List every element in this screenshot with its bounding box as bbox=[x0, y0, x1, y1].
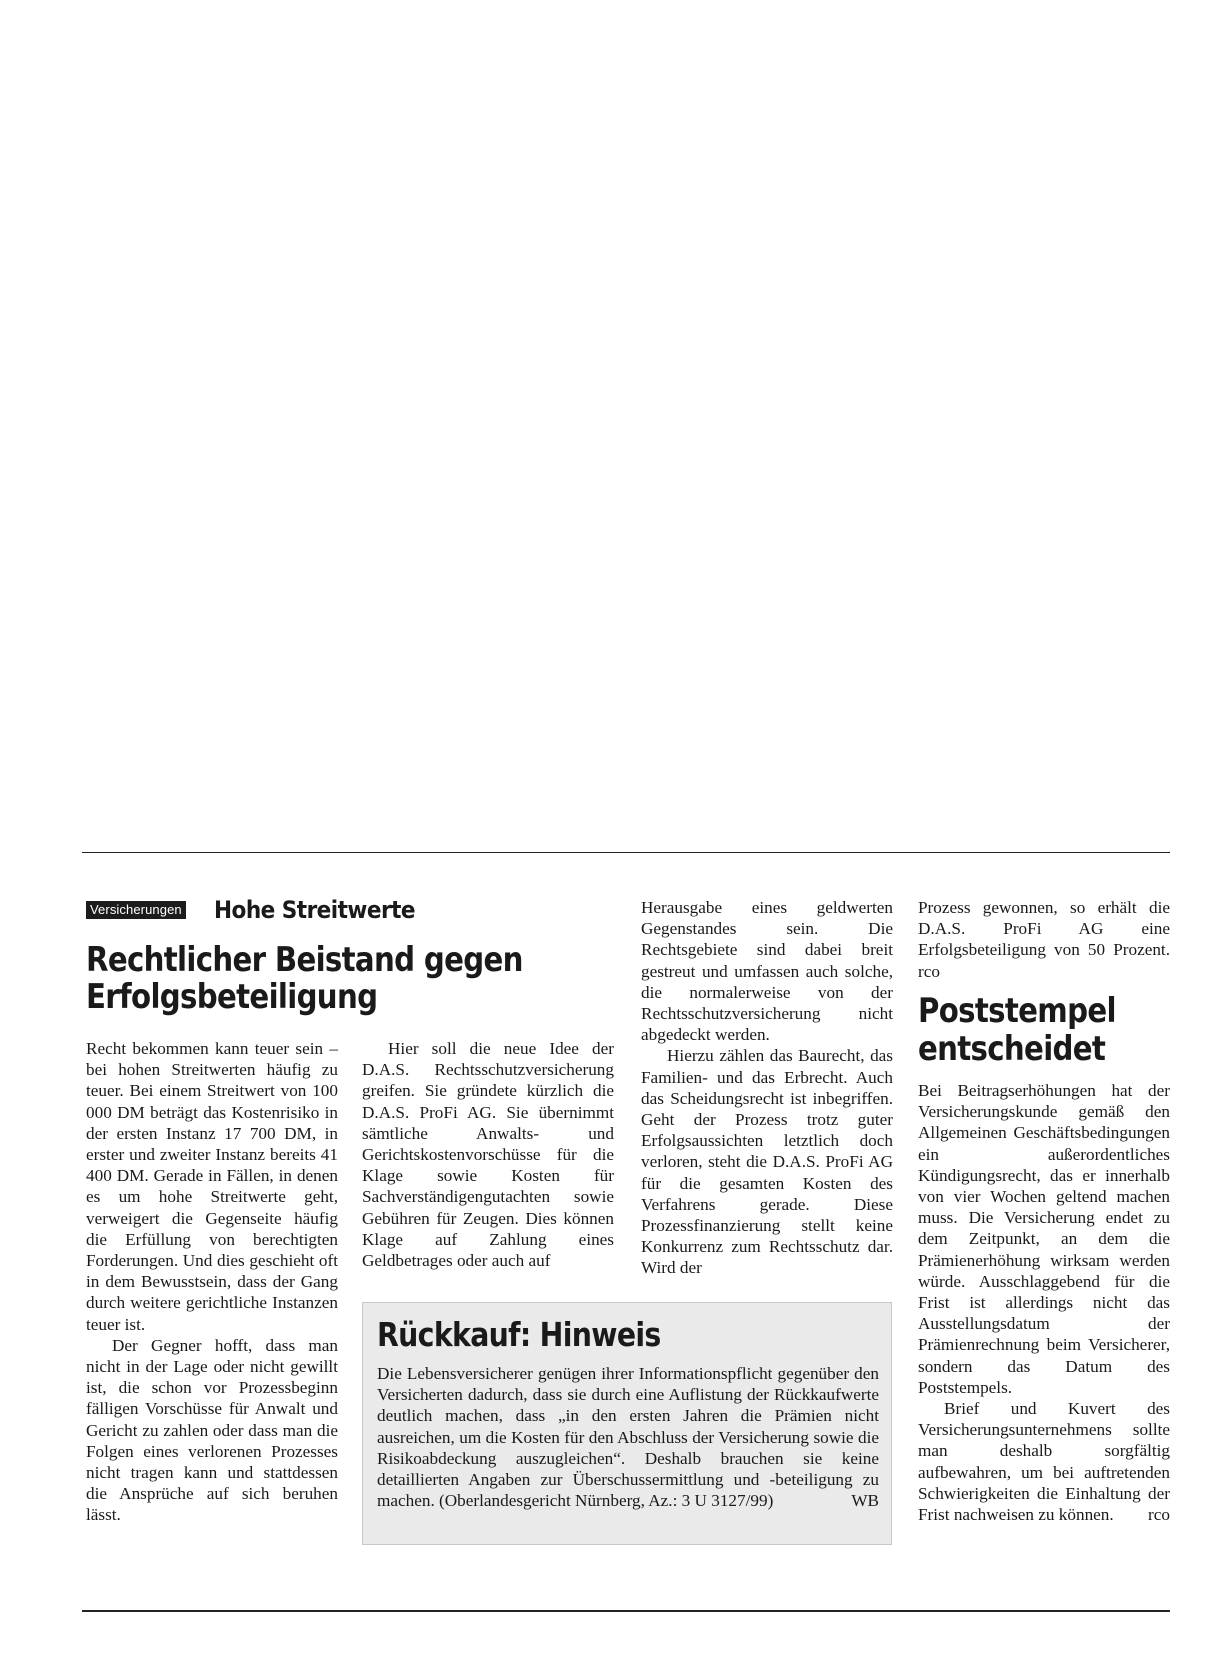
paragraph: Der Gegner hofft, dass man nicht in der Lage oder nicht gewillt ist, die schon vor Prozessbeginn fälligen Vorschüsse für Anwalt und Gericht zu zahlen oder dass man die Folgen eines verlorenen Prozesses nicht tragen kann und stattdessen die Ansprüche auf sich beruhen lässt. bbox=[86, 1335, 338, 1525]
bottom-rule bbox=[82, 1610, 1170, 1612]
info-box-headline: Rückkauf: Hinweis bbox=[377, 1315, 661, 1354]
info-box bbox=[362, 1302, 892, 1545]
paragraph: Herausgabe eines geldwerten Gegenstandes sein. Die Rechtsgebiete sind dabei breit gestreut und umfassen auch solche, die normalerweise von der Rechtsschutzversicherung nicht abgedeckt werden. bbox=[641, 898, 893, 1045]
article-column-2 bbox=[362, 1038, 614, 1271]
headline: Rechtlicher Beistand gegen Erfolgsbeteiligung bbox=[86, 940, 523, 1017]
article-column-1 bbox=[86, 1038, 338, 1526]
article-header bbox=[86, 896, 437, 924]
article-column-3 bbox=[641, 897, 893, 1279]
info-box-body bbox=[377, 1363, 879, 1511]
paragraph bbox=[918, 897, 1170, 982]
paragraph: Hier soll die neue Idee der D.A.S. Rechtsschutzversicherung greifen. Sie gründete kürzlich die D.A.S. ProFi AG. Sie übernimmt sämtliche Anwalts- und Gerichtskostenvorschüsse für die Klage sowie Kosten für Sachverständigengutachten sowie Gebühren für Zeugen. Dies können Klage auf Zahlung eines Geldbetrages oder auch auf bbox=[362, 1039, 614, 1271]
paragraph-text: Prozess gewonnen, so erhält die D.A.S. ProFi AG eine Erfolgsbeteiligung von 50 Prozent. bbox=[918, 898, 1170, 960]
section-badge: Versicherungen bbox=[86, 901, 186, 919]
author-signature: rco bbox=[1148, 1505, 1170, 1525]
paragraph: Bei Beitragserhöhungen hat der Versicherungskunde gemäß den Allgemeinen Geschäftsbedingungen ein außerordentliches Kündigungsrecht, das er innerhalb von vier Wochen geltend machen muss. Die Versicherung endet zu dem Zeitpunkt, an dem die Prämienerhöhung wirksam werden würde. Ausschlaggebend für die Frist ist allerdings nicht das Ausstellungsdatum der Prämienrechnung beim Versicherer, sondern das Datum des Poststempels. bbox=[918, 1081, 1170, 1397]
paragraph: Hierzu zählen das Baurecht, das Familien- und das Erbrecht. Auch das Scheidungsrecht ist inbegriffen. Geht der Prozess trotz guter Erfolgsaussichten letztlich doch verloren, steht die D.A.S. ProFi AG für die gesamten Kosten des Verfahrens gerade. Diese Prozessfinanzierung stellt keine Konkurrenz zum Rechtsschutz dar. Wird der bbox=[641, 1046, 893, 1278]
article2-body bbox=[918, 1080, 1170, 1525]
paragraph bbox=[918, 1398, 1170, 1525]
article-column-4 bbox=[918, 897, 1170, 982]
kicker: Hohe Streitwerte bbox=[213, 896, 415, 924]
article2-headline: Poststempel entscheidet bbox=[918, 991, 1116, 1069]
top-rule bbox=[82, 852, 1170, 853]
paragraph: Recht bekommen kann teuer sein – bei hohen Streitwerten häufig zu teuer. Bei einem Streitwert von 100 000 DM beträgt das Kostenrisiko in der ersten Instanz 17 700 DM, in erster und zweiter Instanz bereits 41 400 DM. Gerade in Fällen, in denen es um hohe Streitwerte geht, verweigert die Gegenseite häufig die Erfüllung von berechtigten Forderungen. Und dies geschieht oft in dem Bewusstsein, dass der Gang durch weitere gerichtliche Instanzen teuer ist. bbox=[86, 1039, 338, 1334]
paragraph-text: Brief und Kuvert des Versicherungsunternehmens sollte man deshalb sorgfältig aufbewahren, um bei auftretenden Schwierigkeiten die Einhaltung der Frist nachweisen zu können. bbox=[918, 1399, 1170, 1525]
author-signature: WB bbox=[851, 1491, 879, 1511]
info-box-text: Die Lebensversicherer genügen ihrer Informationspflicht gegenüber den Versicherten dadurch, dass sie durch eine Auflistung der Rückkaufwerte deutlich machen, dass „in den ersten Jahren die Prämien nicht ausreichen, um die Kosten für den Abschluss der Versicherung sowie die Risikoabdeckung auszugleichen“. Deshalb brauchen sie keine detaillierten Angaben zur Überschussermittlung und -beteiligung zu machen. (Oberlandesgericht Nürnberg, Az.: 3 U 3127/99) bbox=[377, 1364, 879, 1511]
author-signature: rco bbox=[918, 961, 940, 981]
